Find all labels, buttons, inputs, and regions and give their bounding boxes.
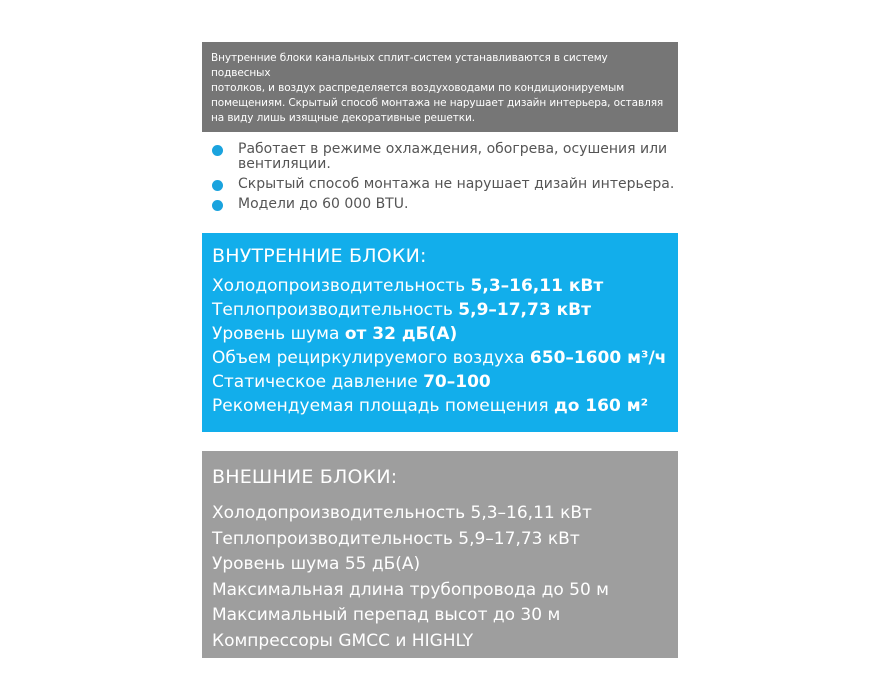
spec-row xyxy=(212,274,668,298)
indoor-units-title: ВНУТРЕННИЕ БЛОКИ: xyxy=(212,245,427,267)
intro-line: на виду лишь изящные декоративные решетки. xyxy=(211,112,475,124)
spec-label: Теплопроизводительность xyxy=(212,300,459,320)
spec-row: Максимальный перепад высот до 30 м xyxy=(212,605,561,625)
feature-list xyxy=(212,142,678,217)
spec-row: Уровень шума 55 дБ(А) xyxy=(212,554,421,574)
intro-description xyxy=(202,42,678,132)
spec-label: Рекомендуемая площадь помещения xyxy=(212,396,554,416)
spec-value: 650–1600 м³/ч xyxy=(529,348,667,368)
spec-value: 70–100 xyxy=(423,372,491,392)
intro-line: Внутренние блоки канальных сплит-систем устанавливаются в систему подвесных xyxy=(211,52,608,79)
list-item xyxy=(212,142,678,172)
spec-row xyxy=(212,298,668,322)
spec-value: 5,9–17,73 кВт xyxy=(458,300,591,320)
spec-row: Компрессоры GMCC и HIGHLY xyxy=(212,630,474,651)
feature-text: Модели до 60 000 BTU. xyxy=(238,196,409,212)
indoor-units-panel xyxy=(202,233,678,432)
spec-value: 5,3–16,11 кВт xyxy=(470,276,604,296)
spec-row: Максимальная длина трубопровода до 50 м xyxy=(212,579,610,600)
feature-text: Скрытый способ монтажа не нарушает дизайн интерьера. xyxy=(238,176,675,192)
spec-value: до 160 м² xyxy=(553,396,649,416)
spec-label: Объем рециркулируемого воздуха xyxy=(212,348,530,368)
outdoor-units-title: ВНЕШНИЕ БЛОКИ: xyxy=(212,466,398,488)
bullet-dot-icon xyxy=(212,145,223,156)
spec-row xyxy=(212,370,668,394)
feature-text: Работает в режиме охлаждения, обогрева, осушения или вентиляции. xyxy=(238,141,668,172)
spec-label: Статическое давление xyxy=(212,372,424,392)
bullet-dot-icon xyxy=(212,200,223,211)
spec-value: от 32 дБ(А) xyxy=(344,324,458,344)
spec-row: Холодопроизводительность 5,3–16,11 кВт xyxy=(212,503,592,523)
spec-row: Теплопроизводительность 5,9–17,73 кВт xyxy=(212,528,580,549)
spec-row xyxy=(212,322,668,346)
intro-line: помещениям. Скрытый способ монтажа не нарушает дизайн интерьера, оставляя xyxy=(211,97,664,109)
intro-line: потолков, и воздух распределяется воздуховодами по кондиционируемым xyxy=(211,82,625,94)
spec-row xyxy=(212,346,668,370)
spec-row xyxy=(212,394,668,418)
spec-label: Холодопроизводительность xyxy=(212,276,471,296)
spec-label: Уровень шума xyxy=(212,324,345,344)
bullet-dot-icon xyxy=(212,180,223,191)
outdoor-units-panel xyxy=(202,451,678,658)
list-item xyxy=(212,197,678,212)
list-item xyxy=(212,177,678,192)
